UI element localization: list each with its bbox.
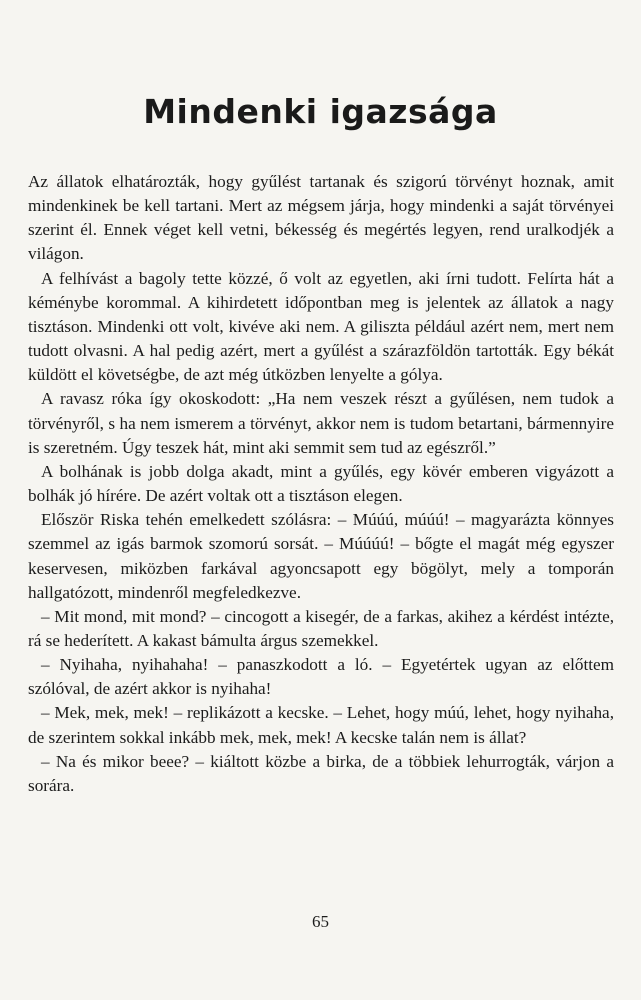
paragraph: A ravasz róka így okoskodott: „Ha nem veszek részt a gyűlésen, nem tudok a törvényről, s ha nem ismerem a törvényt, akkor nem is tudom betartani, bármennyire is szeretném. Úgy teszek hát, mint aki semmit sem tud az egészről.”: [28, 389, 614, 457]
page-number: 65: [312, 912, 329, 931]
paragraph: A bolhának is jobb dolga akadt, mint a gyűlés, egy kövér emberen vigyázott a bolhák jó hírére. De azért voltak ott a tisztáson elegen.: [28, 461, 614, 506]
paragraph: – Mit mond, mit mond? – cincogott a kisegér, de a farkas, akihez a kérdést intézte, rá se hederített. A kakast bámulta árgus szemekkel.: [28, 606, 614, 650]
paragraph: Az állatok elhatározták, hogy gyűlést tartanak és szigorú törvényt hoznak, amit mindenkinek be kell tartani. Mert az mégsem járja, hogy mindenki a saját törvényei szerint él. Ennek véget kell vetni, békesség és megértés legyen, rend uralkodjék a világon.: [28, 172, 614, 264]
chapter-title: Mindenki igazsága: [143, 92, 498, 132]
paragraph: – Na és mikor beee? – kiáltott közbe a birka, de a többiek lehurrogták, várjon a sorára.: [28, 751, 614, 795]
paragraph: – Nyihaha, nyihahaha! – panaszkodott a ló. – Egyetértek ugyan az előttem szólóval, de azért akkor is nyihaha!: [28, 655, 614, 699]
chapter-body: [28, 170, 614, 798]
paragraph: A felhívást a bagoly tette közzé, ő volt az egyetlen, aki írni tudott. Felírta hát a kéménybe korommal. A kihirdetett időpontban meg is jelentek az állatok a nagy tisztáson. Mindenki ott volt, kivéve aki nem. A giliszta például azért nem, mert nem tudott olvasni. A hal pedig azért, mert a gyűlést a szárazföldön tartották. Egy békát küldött el követségbe, de azt még útközben lenyelte a gólya.: [28, 268, 614, 385]
paragraph: Először Riska tehén emelkedett szólásra: – Múúú, múúú! – magyarázta könnyes szemmel az igás barmok szomorú sorsát. – Múúúú! – bőgte el magát még egyszer keservesen, miközben farkával agyoncsapott egy bögölyt, mely a tomporán hallgatózott, mindenről megfeledkezve.: [28, 510, 614, 602]
paragraph: – Mek, mek, mek! – replikázott a kecske. – Lehet, hogy múú, lehet, hogy nyihaha, de szerintem sokkal inkább mek, mek, mek! A kecske talán nem is állat?: [28, 703, 614, 747]
